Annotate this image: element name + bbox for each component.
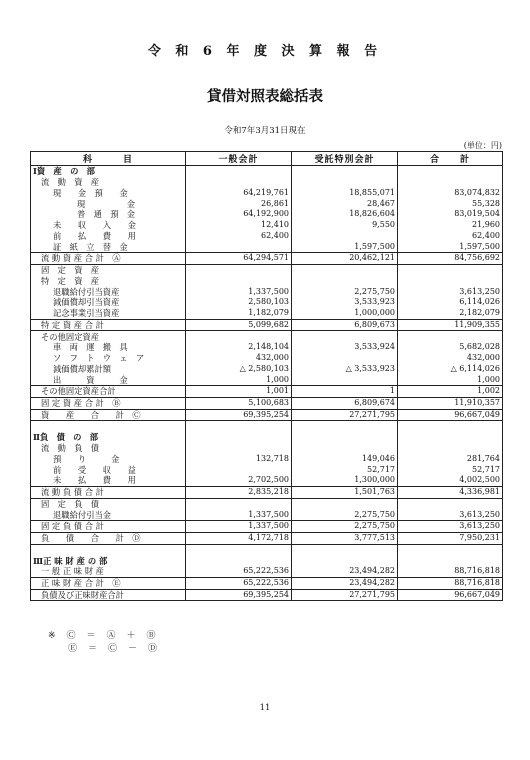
table-row bbox=[31, 198, 503, 209]
row-label: 固 定 負 債 合 計 bbox=[31, 521, 186, 533]
column-header-total: 合 計 bbox=[398, 152, 503, 166]
row-label: 前 受 収 益 bbox=[31, 464, 186, 475]
report-title: 令 和 6 年 度 決 算 報 告 bbox=[147, 44, 383, 59]
general-account-value: 64,192,900 bbox=[186, 209, 292, 220]
row-label: 資 産 合 計 Ⓒ bbox=[31, 409, 186, 421]
trust-account-value: 23,494,282 bbox=[292, 566, 398, 577]
general-account-value: 64,294,571 bbox=[186, 253, 292, 265]
row-label: 負 債 合 計 Ⓓ bbox=[31, 532, 186, 544]
total-value: 4,336,981 bbox=[398, 486, 503, 498]
as-of-date: 令和7年3月31日現在 bbox=[224, 126, 306, 136]
row-label: 負債及び正味財産合計 bbox=[31, 589, 186, 601]
row-label: 前 払 費 用 bbox=[31, 231, 186, 242]
trust-account-value bbox=[292, 498, 398, 509]
trust-account-value: 9,550 bbox=[292, 220, 398, 231]
total-value: 88,716,818 bbox=[398, 566, 503, 577]
table-row bbox=[31, 166, 503, 177]
table-row bbox=[31, 521, 503, 533]
page-number: 11 bbox=[259, 703, 271, 713]
total-value: 88,716,818 bbox=[398, 577, 503, 589]
row-label: 特 定 資 産 合 計 bbox=[31, 319, 186, 331]
trust-account-value bbox=[292, 353, 398, 364]
trust-account-value: 27,271,795 bbox=[292, 589, 398, 601]
general-account-value: 62,400 bbox=[186, 231, 292, 242]
row-label: 現 金 bbox=[31, 198, 186, 209]
trust-account-value bbox=[292, 374, 398, 385]
general-account-value: 5,100,683 bbox=[186, 397, 292, 409]
total-value: 3,613,250 bbox=[398, 521, 503, 533]
general-account-value: 69,395,254 bbox=[186, 589, 292, 601]
table-row bbox=[31, 566, 503, 577]
total-value: 1,002 bbox=[398, 386, 503, 398]
total-value bbox=[398, 544, 503, 555]
general-account-value: 2,702,500 bbox=[186, 475, 292, 486]
row-label bbox=[31, 421, 186, 432]
general-account-value bbox=[186, 555, 292, 566]
total-value: 62,400 bbox=[398, 231, 503, 242]
total-value bbox=[398, 443, 503, 454]
table-row bbox=[31, 432, 503, 443]
table-row bbox=[31, 486, 503, 498]
total-value: 4,002,500 bbox=[398, 475, 503, 486]
table-row bbox=[31, 220, 503, 231]
unit-label: (単位：円) bbox=[463, 141, 502, 150]
total-value bbox=[398, 555, 503, 566]
total-value: △ 6,114,026 bbox=[398, 364, 503, 375]
total-value: 96,667,049 bbox=[398, 409, 503, 421]
trust-account-value: 6,809,673 bbox=[292, 319, 398, 331]
general-account-value: 432,000 bbox=[186, 353, 292, 364]
table-row bbox=[31, 297, 503, 308]
table-row bbox=[31, 331, 503, 342]
total-value bbox=[398, 177, 503, 188]
total-value bbox=[398, 331, 503, 342]
total-value: 3,613,250 bbox=[398, 509, 503, 520]
column-header-general: 一般会計 bbox=[186, 152, 292, 166]
table-row bbox=[31, 342, 503, 353]
general-account-value: 64,219,761 bbox=[186, 188, 292, 199]
general-account-value: 65,222,536 bbox=[186, 577, 292, 589]
total-value: 3,613,250 bbox=[398, 286, 503, 297]
trust-account-value bbox=[292, 555, 398, 566]
table-row bbox=[31, 209, 503, 220]
table-row bbox=[31, 421, 503, 432]
trust-account-value bbox=[292, 166, 398, 177]
trust-account-value: 52,717 bbox=[292, 464, 398, 475]
balance-sheet-table bbox=[30, 151, 503, 601]
row-label: 固 定 資 産 bbox=[31, 264, 186, 275]
table-row bbox=[31, 409, 503, 421]
trust-account-value: 1,597,500 bbox=[292, 241, 398, 252]
general-account-value: 132,718 bbox=[186, 454, 292, 465]
row-label: 現 金 預 金 bbox=[31, 188, 186, 199]
table-row bbox=[31, 464, 503, 475]
row-label: 固 定 資 産 合 計 Ⓑ bbox=[31, 397, 186, 409]
table-row bbox=[31, 577, 503, 589]
trust-account-value bbox=[292, 177, 398, 188]
trust-account-value: 1,000,000 bbox=[292, 308, 398, 319]
general-account-value bbox=[186, 177, 292, 188]
general-account-value bbox=[186, 331, 292, 342]
general-account-value bbox=[186, 421, 292, 432]
trust-account-value: 149,046 bbox=[292, 454, 398, 465]
general-account-value: 1,182,079 bbox=[186, 308, 292, 319]
total-value bbox=[398, 276, 503, 287]
total-value bbox=[398, 432, 503, 443]
total-value: 432,000 bbox=[398, 353, 503, 364]
trust-account-value: 23,494,282 bbox=[292, 577, 398, 589]
general-account-value: 2,580,103 bbox=[186, 297, 292, 308]
table-row bbox=[31, 264, 503, 275]
table-row bbox=[31, 374, 503, 385]
table-row bbox=[31, 498, 503, 509]
table-row bbox=[31, 177, 503, 188]
trust-account-value: 1,300,000 bbox=[292, 475, 398, 486]
trust-account-value bbox=[292, 432, 398, 443]
row-label: その他固定資産 bbox=[31, 331, 186, 342]
trust-account-value: 1,501,763 bbox=[292, 486, 398, 498]
total-value: 1,000 bbox=[398, 374, 503, 385]
total-value bbox=[398, 166, 503, 177]
trust-account-value: 20,462,121 bbox=[292, 253, 398, 265]
total-value: 55,328 bbox=[398, 198, 503, 209]
general-account-value: 1,337,500 bbox=[186, 286, 292, 297]
trust-account-value: 3,777,513 bbox=[292, 532, 398, 544]
row-label: 退職給付引当金 bbox=[31, 509, 186, 520]
general-account-value: 26,861 bbox=[186, 198, 292, 209]
general-account-value: 69,395,254 bbox=[186, 409, 292, 421]
column-header-trust: 受託特別会計 bbox=[292, 152, 398, 166]
total-value: 281,764 bbox=[398, 454, 503, 465]
trust-account-value: 2,275,750 bbox=[292, 521, 398, 533]
table-row bbox=[31, 589, 503, 601]
general-account-value bbox=[186, 166, 292, 177]
table-row bbox=[31, 241, 503, 252]
trust-account-value: 18,826,604 bbox=[292, 209, 398, 220]
general-account-value: 5,099,682 bbox=[186, 319, 292, 331]
trust-account-value: 2,275,750 bbox=[292, 286, 398, 297]
trust-account-value bbox=[292, 264, 398, 275]
table-row bbox=[31, 397, 503, 409]
table-row bbox=[31, 532, 503, 544]
total-value: 11,909,355 bbox=[398, 319, 503, 331]
table-row bbox=[31, 308, 503, 319]
general-account-value bbox=[186, 443, 292, 454]
trust-account-value bbox=[292, 331, 398, 342]
trust-account-value: 28,467 bbox=[292, 198, 398, 209]
total-value bbox=[398, 498, 503, 509]
row-label: 特 定 資 産 bbox=[31, 276, 186, 287]
trust-account-value: △ 3,533,923 bbox=[292, 364, 398, 375]
column-header-item: 科 目 bbox=[31, 152, 186, 166]
row-label: 流 動 負 債 合 計 bbox=[31, 486, 186, 498]
table-row bbox=[31, 188, 503, 199]
trust-account-value: 6,809,674 bbox=[292, 397, 398, 409]
trust-account-value: 3,533,924 bbox=[292, 342, 398, 353]
row-label bbox=[31, 544, 186, 555]
table-row bbox=[31, 353, 503, 364]
row-label: 出 資 金 bbox=[31, 374, 186, 385]
total-value: 83,019,504 bbox=[398, 209, 503, 220]
row-label: 正 味 財 産 合 計 Ⓔ bbox=[31, 577, 186, 589]
general-account-value bbox=[186, 276, 292, 287]
general-account-value: 65,222,536 bbox=[186, 566, 292, 577]
general-account-value: △ 2,580,103 bbox=[186, 364, 292, 375]
general-account-value: 2,835,218 bbox=[186, 486, 292, 498]
general-account-value bbox=[186, 432, 292, 443]
row-label: Ⅱ負 債 の 部 bbox=[31, 432, 186, 443]
row-label: 固 定 負 債 bbox=[31, 498, 186, 509]
total-value: 6,114,026 bbox=[398, 297, 503, 308]
row-label: 流 動 資 産 合 計 Ⓐ bbox=[31, 253, 186, 265]
general-account-value bbox=[186, 264, 292, 275]
row-label: 車 両 運 搬 具 bbox=[31, 342, 186, 353]
general-account-value: 1,001 bbox=[186, 386, 292, 398]
row-label: 証 紙 立 替 金 bbox=[31, 241, 186, 252]
row-label: 流 動 資 産 bbox=[31, 177, 186, 188]
total-value: 96,667,049 bbox=[398, 589, 503, 601]
row-label: 一 般 正 味 財 産 bbox=[31, 566, 186, 577]
table-row bbox=[31, 555, 503, 566]
trust-account-value: 1 bbox=[292, 386, 398, 398]
general-account-value: 1,337,500 bbox=[186, 521, 292, 533]
row-label: その他固定資産合計 bbox=[31, 386, 186, 398]
table-row bbox=[31, 286, 503, 297]
total-value: 21,960 bbox=[398, 220, 503, 231]
table-row bbox=[31, 454, 503, 465]
trust-account-value: 18,855,071 bbox=[292, 188, 398, 199]
row-label: Ⅲ正 味 財 産 の 部 bbox=[31, 555, 186, 566]
table-row bbox=[31, 364, 503, 375]
total-value: 5,682,028 bbox=[398, 342, 503, 353]
table-row bbox=[31, 231, 503, 242]
general-account-value: 1,337,500 bbox=[186, 509, 292, 520]
row-label: 預 り 金 bbox=[31, 454, 186, 465]
general-account-value: 4,172,718 bbox=[186, 532, 292, 544]
row-label: 未 払 費 用 bbox=[31, 475, 186, 486]
total-value: 52,717 bbox=[398, 464, 503, 475]
document-title: 貸借対照表総括表 bbox=[207, 88, 323, 105]
row-label: 未 収 入 金 bbox=[31, 220, 186, 231]
total-value bbox=[398, 421, 503, 432]
trust-account-value bbox=[292, 443, 398, 454]
trust-account-value: 2,275,750 bbox=[292, 509, 398, 520]
row-label: 退職給付引当資産 bbox=[31, 286, 186, 297]
general-account-value: 12,410 bbox=[186, 220, 292, 231]
total-value: 11,910,357 bbox=[398, 397, 503, 409]
row-label: 減価償却引当資産 bbox=[31, 297, 186, 308]
general-account-value bbox=[186, 464, 292, 475]
table-body bbox=[31, 166, 503, 601]
trust-account-value bbox=[292, 231, 398, 242]
table-row bbox=[31, 253, 503, 265]
formula-note-2: Ⓔ ＝ Ⓒ － Ⓓ bbox=[48, 644, 159, 654]
table-row bbox=[31, 475, 503, 486]
row-label: ソ フ ト ウ ェ ア bbox=[31, 353, 186, 364]
general-account-value: 1,000 bbox=[186, 374, 292, 385]
row-label: 減価償却累計額 bbox=[31, 364, 186, 375]
table-row bbox=[31, 386, 503, 398]
table-row bbox=[31, 276, 503, 287]
row-label: Ⅰ資 産 の 部 bbox=[31, 166, 186, 177]
trust-account-value bbox=[292, 276, 398, 287]
trust-account-value bbox=[292, 421, 398, 432]
total-value: 83,074,832 bbox=[398, 188, 503, 199]
general-account-value: 2,148,104 bbox=[186, 342, 292, 353]
formula-note-1: ※ Ⓒ ＝ Ⓐ ＋ Ⓑ bbox=[48, 631, 157, 641]
trust-account-value: 3,533,923 bbox=[292, 297, 398, 308]
general-account-value bbox=[186, 544, 292, 555]
total-value: 7,950,231 bbox=[398, 532, 503, 544]
total-value: 1,597,500 bbox=[398, 241, 503, 252]
table-header-row bbox=[31, 152, 503, 166]
row-label: 記念事業引当資産 bbox=[31, 308, 186, 319]
table-row bbox=[31, 544, 503, 555]
general-account-value bbox=[186, 498, 292, 509]
row-label: 流 動 負 債 bbox=[31, 443, 186, 454]
total-value: 2,182,079 bbox=[398, 308, 503, 319]
table-row bbox=[31, 509, 503, 520]
row-label: 普 通 預 金 bbox=[31, 209, 186, 220]
trust-account-value bbox=[292, 544, 398, 555]
trust-account-value: 27,271,795 bbox=[292, 409, 398, 421]
table-row bbox=[31, 319, 503, 331]
total-value bbox=[398, 264, 503, 275]
total-value: 84,756,692 bbox=[398, 253, 503, 265]
table-row bbox=[31, 443, 503, 454]
general-account-value bbox=[186, 241, 292, 252]
